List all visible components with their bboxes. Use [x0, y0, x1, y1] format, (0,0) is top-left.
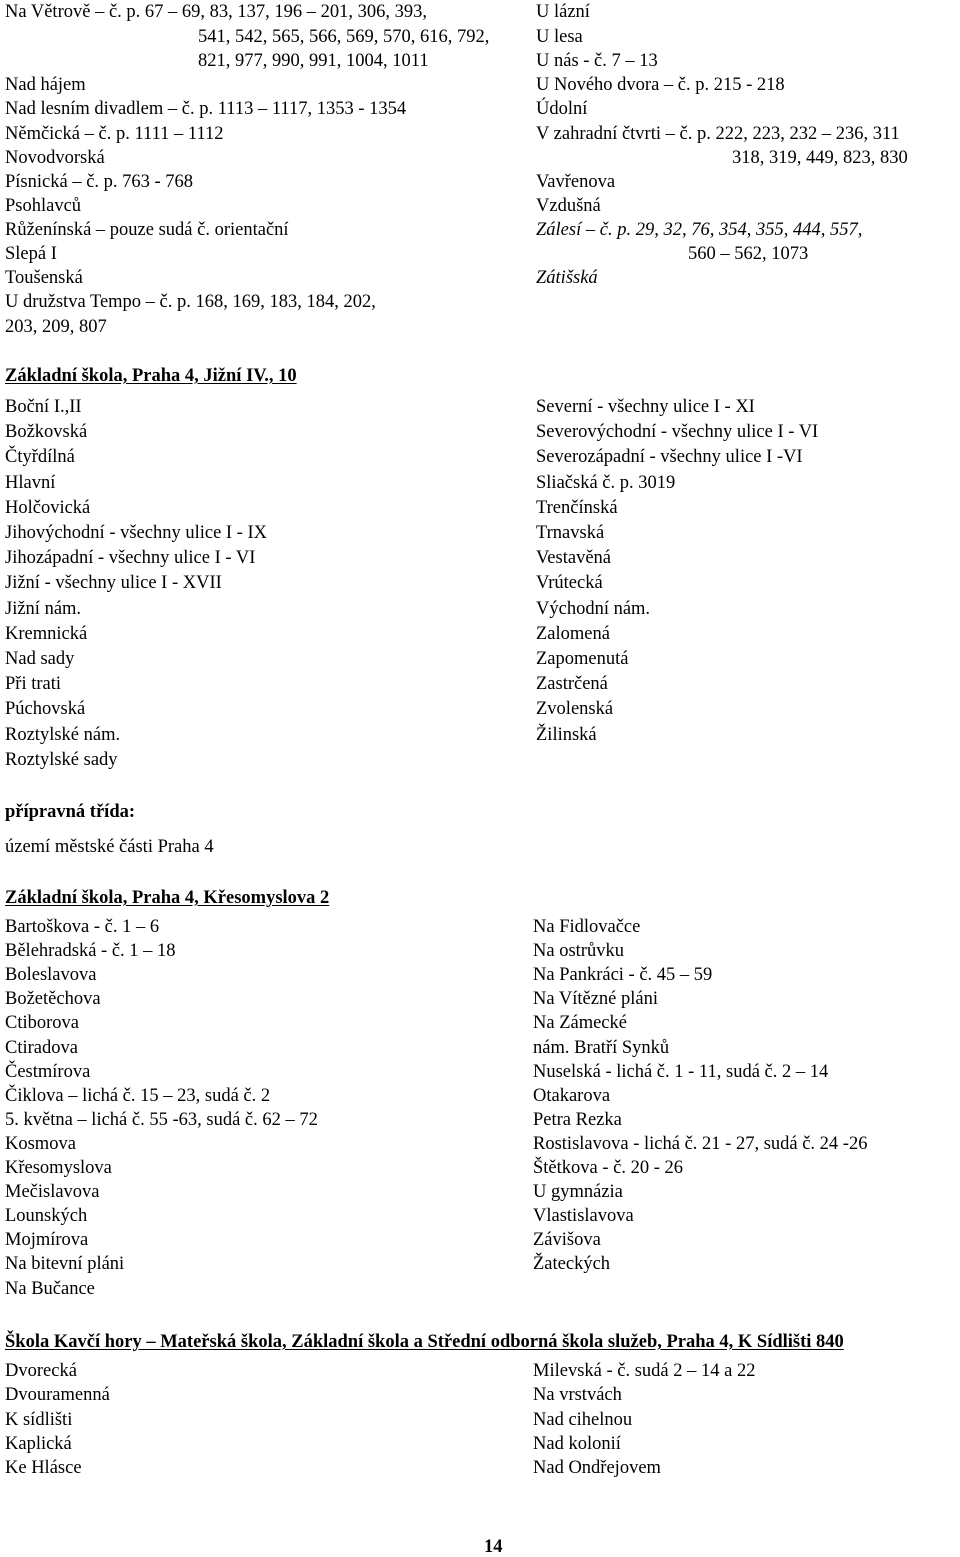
prep-class-text: území městské části Praha 4: [5, 837, 214, 857]
street-entry: 203, 209, 807: [5, 317, 107, 337]
street-entry: Dvorecká: [5, 1361, 77, 1381]
street-entry: Boční I.,II: [5, 397, 82, 417]
street-entry: Nuselská - lichá č. 1 - 11, sudá č. 2 – 14: [533, 1061, 829, 1082]
street-entry: Otakarova: [533, 1085, 611, 1106]
street-entry: Ctiborova: [5, 1013, 79, 1034]
street-entry: Na Vítězné pláni: [533, 989, 659, 1010]
street-entry: Jižní nám.: [5, 598, 82, 619]
street-entry: Mojmírova: [5, 1230, 89, 1251]
street-entry: Dvouramenná: [5, 1385, 110, 1406]
street-entry: Křesomyslova: [5, 1158, 112, 1178]
street-entry: Severovýchodní - všechny ulice I - VI: [536, 422, 819, 443]
street-entry: Na Fidlovačce: [533, 917, 641, 937]
street-entry: Mečislavova: [5, 1182, 100, 1203]
street-entry: Lounských: [5, 1206, 88, 1227]
street-entry: Zalomená: [536, 623, 610, 644]
street-entry: Božetěchova: [5, 989, 101, 1010]
street-entry: Vzdušná: [536, 196, 601, 216]
street-entry: Nad kolonií: [533, 1433, 621, 1454]
street-entry: Na bitevní pláni: [5, 1254, 125, 1275]
street-entry: Nad hájem: [5, 75, 86, 95]
street-entry: Slepá I: [5, 244, 57, 264]
street-entry: Štětkova - č. 20 - 26: [533, 1158, 684, 1178]
street-entry: Na ostrůvku: [533, 941, 624, 962]
street-entry: Ke Hlásce: [5, 1458, 82, 1479]
street-entry: Trnavská: [536, 523, 605, 543]
street-entry: Čiklova – lichá č. 15 – 23, sudá č. 2: [5, 1085, 271, 1106]
street-entry: Ctiradova: [5, 1037, 78, 1058]
street-entry: Severní - všechny ulice I - XI: [536, 397, 755, 417]
street-entry: Na Pankráci - č. 45 – 59: [533, 965, 713, 986]
street-entry: Holčovická: [5, 497, 91, 518]
school1-title: Základní škola, Praha 4, Jižní IV., 10: [5, 366, 297, 386]
street-entry: Nad sady: [5, 649, 75, 669]
street-entry: Jižní - všechny ulice I - XVII: [5, 573, 222, 594]
street-entry: Nad lesním divadlem – č. p. 1113 – 1117, 1353 - 1354: [5, 99, 407, 119]
street-entry: Vavřenova: [536, 172, 616, 192]
street-entry: Východní nám.: [536, 598, 651, 619]
street-entry: Vrútecká: [536, 573, 603, 594]
street-entry: Rostislavova - lichá č. 21 - 27, sudá č. 24 -26: [533, 1133, 868, 1154]
street-entry: Púchovská: [5, 699, 86, 720]
street-entry: 560 – 562, 1073: [688, 244, 809, 264]
street-entry: Nad cihelnou: [533, 1409, 633, 1430]
street-entry: Na vrstvách: [533, 1385, 622, 1406]
street-entry: Vestavěná: [536, 548, 611, 569]
street-entry: U Nového dvora – č. p. 215 - 218: [536, 75, 785, 95]
school2-title: Základní škola, Praha 4, Křesomyslova 2: [5, 888, 330, 908]
street-entry: Novodvorská: [5, 148, 105, 168]
street-entry: 318, 319, 449, 823, 830: [732, 148, 908, 168]
street-entry: 821, 977, 990, 991, 1004, 1011: [198, 51, 429, 71]
street-entry: Čestmírova: [5, 1061, 91, 1082]
street-entry: Roztylské sady: [5, 749, 118, 770]
street-entry: Bartoškova - č. 1 – 6: [5, 917, 160, 937]
street-entry: Vlastislavova: [533, 1206, 634, 1227]
street-entry: K sídlišti: [5, 1409, 73, 1430]
street-entry: Jihozápadní - všechny ulice I - VI: [5, 548, 256, 569]
street-entry: Na Větrově – č. p. 67 – 69, 83, 137, 196 – 201, 306, 393,: [5, 2, 428, 22]
street-entry: Zátišská: [536, 268, 598, 288]
street-entry: U lázní: [536, 2, 590, 22]
street-entry: Závišova: [533, 1230, 601, 1251]
street-entry: Písnická – č. p. 763 - 768: [5, 172, 194, 192]
street-entry: Růženínská – pouze sudá č. orientační: [5, 220, 289, 240]
street-entry: Kosmova: [5, 1133, 76, 1154]
street-entry: 541, 542, 565, 566, 569, 570, 616, 792,: [198, 27, 490, 47]
page-number: 14: [484, 1537, 503, 1557]
street-entry: Na Zámecké: [533, 1013, 627, 1034]
street-entry: Sliačská č. p. 3019: [536, 472, 676, 493]
street-entry: U nás - č. 7 – 13: [536, 51, 658, 71]
street-entry: Roztylské nám.: [5, 724, 121, 745]
street-entry: U lesa: [536, 27, 583, 47]
street-entry: Zálesí – č. p. 29, 32, 76, 354, 355, 444, 557,: [536, 220, 863, 240]
street-entry: Čtyřdílná: [5, 447, 75, 468]
street-entry: Zvolenská: [536, 699, 614, 720]
street-entry: Na Bučance: [5, 1278, 95, 1299]
street-entry: Němčická – č. p. 1111 – 1112: [5, 124, 224, 144]
street-entry: U gymnázia: [533, 1182, 623, 1203]
school3-title: Škola Kavčí hory – Mateřská škola, Základní škola a Střední odborná škola služeb, Praha 4, K Sídlišti 840: [5, 1332, 844, 1352]
prep-class-title: přípravná třída:: [5, 802, 136, 822]
street-entry: Hlavní: [5, 472, 56, 493]
street-entry: Božkovská: [5, 422, 88, 443]
street-entry: Jihovýchodní - všechny ulice I - IX: [5, 523, 268, 543]
street-entry: Toušenská: [5, 268, 83, 288]
street-entry: Zapomenutá: [536, 649, 629, 669]
street-entry: Boleslavova: [5, 965, 97, 986]
street-entry: Údolní: [536, 99, 588, 119]
street-entry: Kremnická: [5, 623, 88, 644]
street-entry: Žateckých: [533, 1254, 611, 1275]
street-entry: Trenčínská: [536, 497, 618, 518]
street-entry: Kaplická: [5, 1433, 72, 1454]
street-entry: Bělehradská - č. 1 – 18: [5, 941, 176, 962]
street-entry: Severozápadní - všechny ulice I -VI: [536, 447, 803, 468]
street-entry: Milevská - č. sudá 2 – 14 a 22: [533, 1361, 756, 1381]
street-entry: Při trati: [5, 674, 62, 695]
street-entry: 5. května – lichá č. 55 -63, sudá č. 62 – 72: [5, 1109, 318, 1130]
street-entry: U družstva Tempo – č. p. 168, 169, 183, 184, 202,: [5, 292, 376, 312]
street-entry: Žilinská: [536, 724, 597, 745]
street-entry: nám. Bratří Synků: [533, 1037, 670, 1058]
street-entry: V zahradní čtvrti – č. p. 222, 223, 232 – 236, 311: [536, 124, 900, 144]
street-entry: Psohlavců: [5, 196, 82, 216]
street-entry: Petra Rezka: [533, 1109, 622, 1130]
street-entry: Nad Ondřejovem: [533, 1458, 661, 1479]
street-entry: Zastrčená: [536, 674, 608, 695]
